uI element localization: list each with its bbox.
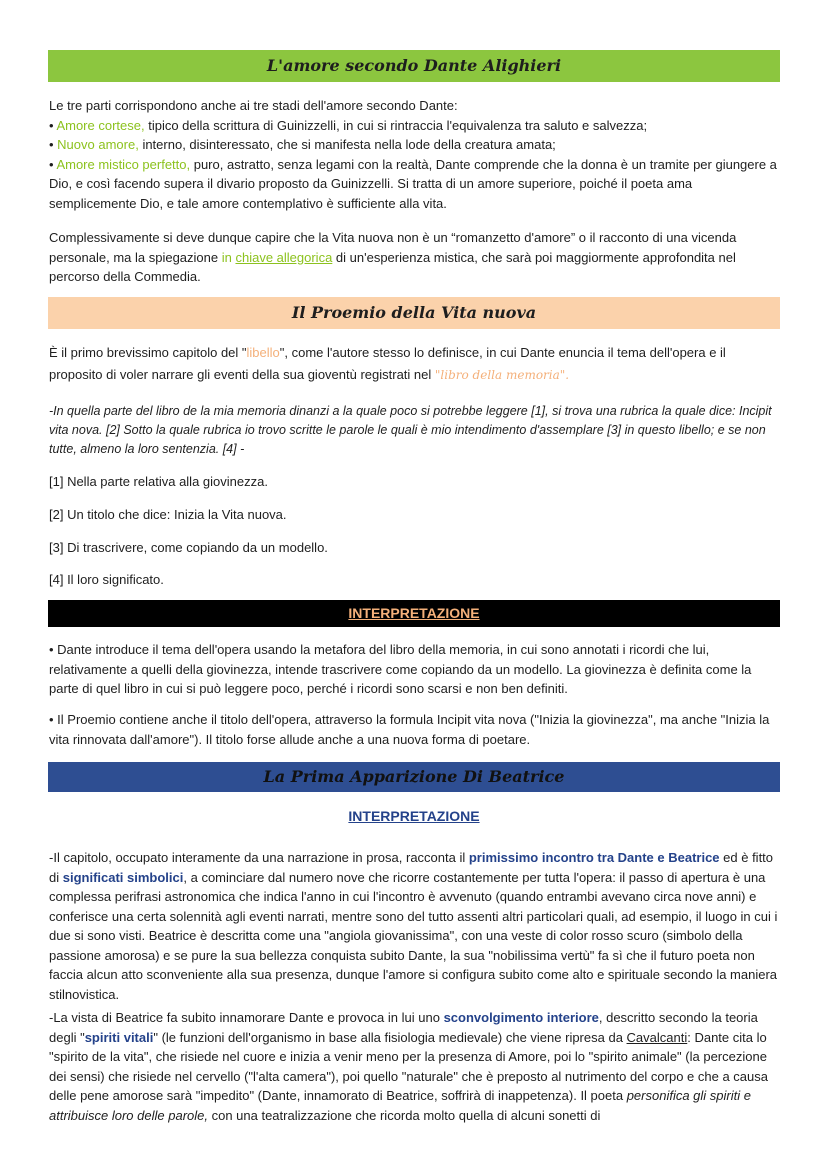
note-3: [3] Di trascrivere, come copiando da un modello. — [49, 540, 328, 555]
beatrice-p2-text-a: -La vista di Beatrice fa subito innamorare Dante e provoca in lui uno — [49, 1010, 444, 1025]
libro-memoria-key: "libro della memoria". — [434, 368, 570, 382]
amore-summary-paragraph — [49, 228, 781, 287]
beatrice-p1-text-c: , a cominciare dal numero nove che ricorre costantemente per tutta l'opera: il passo di apertura è una complessa perifrasi astronomica che indica l'anno in cui l'incontro è avvenuto (quando entrambi avevano circa nove anni) e conferisce una certa solennità agli eventi narrati, mentre sono del tutto assenti altri particolari quali, ad esempio, il luogo in cui i due si sono visti. Beatrice è descritta come una "angiola giovanissima", con una veste di color rosso scuro (simbolo della passione amorosa) e se pure la sua bellezza conquista subito Dante, la sua "nobilissima vertù" fa sì che il futuro poeta non faccia alcun atto sconveniente alla sua presenza, dunque l'amore si configura subito come alto e spirituale secondo la maniera stilnovistica. — [49, 869, 778, 1002]
beatrice-p2-text-e: con una teatralizzazione che ricorda molto quella di alcuni sonetti di — [207, 1107, 601, 1123]
significati-simbolici-key: significati simbolici — [62, 869, 184, 885]
proemio-text-b: ", come l'autore stesso lo definisce, in cui Dante enuncia il tema dell'opera e il proposito di voler narrare gli eventi della sua gioventù registrati nel — [49, 345, 726, 382]
section-title-proemio: Il Proemio della Vita nuova — [48, 297, 780, 329]
chiave-allegorica-key: chiave allegorica — [235, 249, 333, 265]
libello-key: libello — [246, 345, 280, 360]
proemio-paragraph — [49, 342, 781, 386]
section-title-beatrice: La Prima Apparizione Di Beatrice — [48, 762, 780, 792]
beatrice-interpretazione-heading: INTERPRETAZIONE — [348, 808, 480, 824]
primissimo-incontro-key: primissimo incontro tra Dante e Beatrice — [468, 850, 720, 865]
amore-cortese-key: Amore cortese, — [56, 117, 145, 133]
summary-key-in: in — [221, 249, 236, 265]
note-4: [4] Il loro significato. — [49, 572, 164, 587]
proemio-quote: -In quella parte del libro de la mia memoria dinanzi a la quale poco si potrebbe leggere [1], si trova una rubrica la quale dice: Incipit vita nova. [2] Sotto la quale rubrica io trovo scritte le parole le quali è mio intendimento d'assemplare [3] in questo libello; e se non tutte, almeno la loro sentenzia. [4] - — [49, 404, 772, 456]
amore-mistico-key: Amore mistico perfetto, — [56, 156, 191, 172]
amore-mistico-text: puro, astratto, senza legami con la realtà, Dante comprende che la donna è un tramite per giungere a Dio, e così facendo supera il divario proposto da Guinizzelli. Si tratta di un amore superiore, poiché il poeta ama semplicemente Dio, e tale amore contemplativo è sufficiente alla vita. — [49, 156, 777, 211]
beatrice-p2-text-b: , descritto secondo la teoria degli " — [49, 1010, 758, 1045]
proemio-text-a: È il primo brevissimo capitolo del " — [49, 345, 247, 360]
beatrice-p1-text-b: ed è fitto di — [49, 850, 774, 885]
amore-intro-paragraph: Le tre parti corrispondono anche ai tre stadi dell'amore secondo Dante: • Amore cortese, tipico della scrittura di Guinizzelli, in cui si rintraccia l'equivalenza tra saluto e salvezza; • Nuovo amore, interno, disinteressato, che si manifesta nella lode della creatura amata; • Amore mistico perfetto, puro, astratto, senza legami con la realtà, Dante comprende che la donna è un tramite per giungere a Dio, e così facendo supera il divario proposto da Guinizzelli. Si tratta di un amore superiore, poiché il poeta ama semplicemente Dio, e tale amore contemplativo è sufficiente alla vita. — [49, 98, 777, 211]
beatrice-paragraph-1 — [49, 848, 781, 1004]
interpretazione-bullet-2: • Il Proemio contiene anche il titolo dell'opera, attraverso la formula Incipit vita nova ("Inizia la giovinezza", ma anche "Inizia la vita rinnovata dall'amore"). Il titolo forse allude anche a una nuova forma di poetare. — [49, 712, 770, 747]
beatrice-p2-text-c: " (le funzioni dell'organismo in base alla fisiologia medievale) che viene ripresa da — [153, 1029, 627, 1045]
summary-text-b: di un'esperienza mistica, che sarà poi maggiormente approfondita nel percorso della Commedia. — [49, 249, 736, 284]
nuovo-amore-text: interno, disinteressato, che si manifesta nella lode della creatura amata; — [138, 137, 556, 152]
section-title-amore: L'amore secondo Dante Alighieri — [48, 50, 780, 82]
note-1: [1] Nella parte relativa alla giovinezza. — [49, 474, 268, 489]
amore-cortese-text: tipico della scrittura di Guinizzelli, in cui si rintraccia l'equivalenza tra saluto e salvezza; — [144, 117, 648, 133]
personifica-text: personifica gli spiriti e attribuisce loro delle parole, — [49, 1088, 751, 1123]
beatrice-p1-text-a: -Il capitolo, occupato interamente da una narrazione in prosa, racconta il — [49, 850, 469, 865]
spiriti-vitali-key: spiriti vitali — [84, 1029, 154, 1045]
interpretazione-bullet-1: • Dante introduce il tema dell'opera usando la metafora del libro della memoria, in cui sono annotati i ricordi che lui, relativamente a quelli della giovinezza, intende trascrivere come copiando da un modello. La giovinezza è definita come la parte di quel libro in cui si può leggere poco, perché i ricordi sono scarsi e non ben definiti. — [49, 642, 752, 696]
nuovo-amore-key: Nuovo amore, — [57, 137, 139, 152]
beatrice-paragraph-2 — [49, 1008, 781, 1125]
summary-text-a: Complessivamente si deve dunque capire che la Vita nuova non è un “romanzetto d'amore” o il racconto di una vicenda personale, ma la spiegazione — [49, 230, 737, 265]
cavalcanti-key: Cavalcanti — [626, 1029, 688, 1045]
section-title-interpretazione: INTERPRETAZIONE — [48, 600, 780, 627]
beatrice-p2-text-d: : Dante cita lo "spirito de la vita", che risiede nel cuore e inizia a venir meno per la presenza di Amore, poi lo "spirito animale" (la percezione dei sensi) che risiede nel cervello ("l'alta camera"), poi quello "naturale" che è preposto al nutrimento del corpo e che a causa delle pene amorose sarà "impedito" (Dante, innamorato di Beatrice, soffrirà di inappetenza). Il poeta — [49, 1029, 768, 1103]
note-2: [2] Un titolo che dice: Inizia la Vita nuova. — [49, 507, 287, 522]
intro-text: Le tre parti corrispondono anche ai tre stadi dell'amore secondo Dante: — [49, 98, 458, 113]
sconvolgimento-key: sconvolgimento interiore — [443, 1010, 599, 1025]
